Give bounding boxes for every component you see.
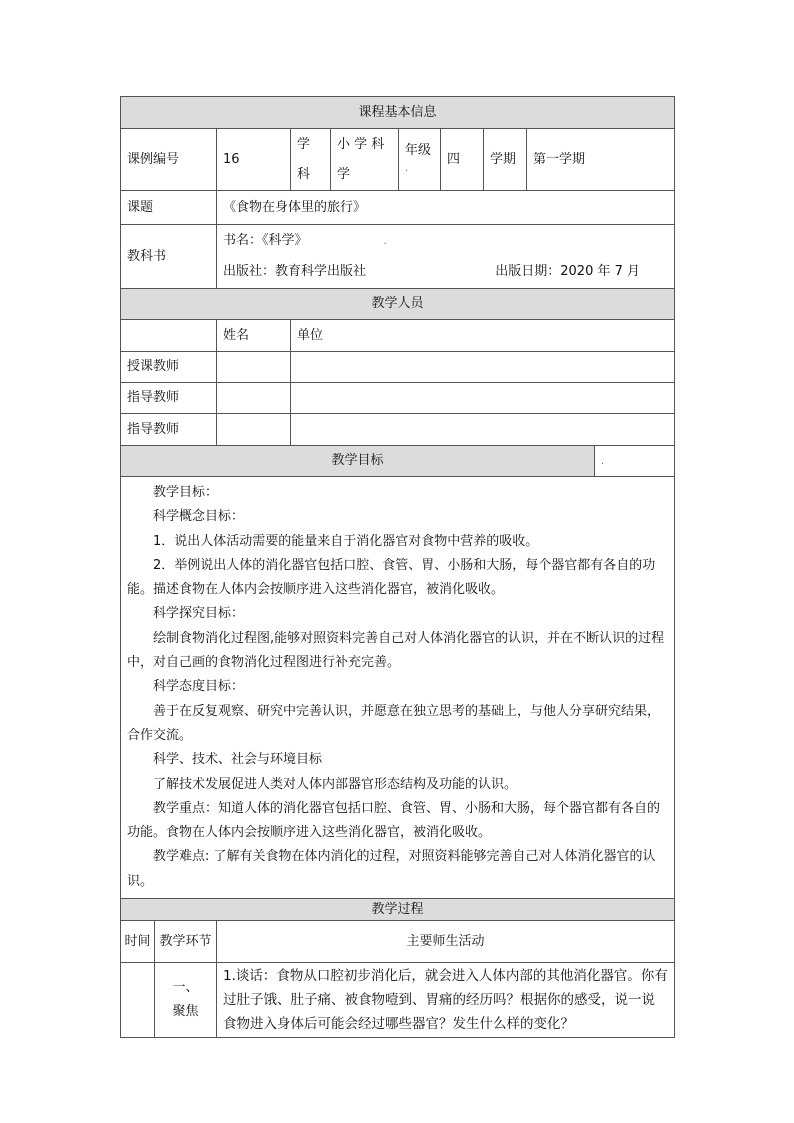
goal-paragraph: 教学重点：知道人体的消化器官包括口腔、食管、胃、小肠和大肠，每个器官都有各自的功能。食物在人体内会按顺序进入这些消化器官，被消化吸收。: [127, 800, 661, 841]
book-name-line: [223, 226, 668, 257]
topic-label: 课题: [121, 191, 217, 225]
process-row-stage: 一、聚焦: [155, 963, 217, 1038]
lesson-plan-table: [120, 96, 674, 1038]
process-col-stage: 教学环节: [155, 921, 217, 963]
publisher: 出版社：教育科学出版社: [223, 264, 367, 279]
subject-value-line-2: 学: [337, 166, 351, 182]
staff-row-unit: [291, 414, 675, 446]
staff-col-unit: 单位: [291, 320, 675, 352]
goals-header-aside: [595, 446, 675, 477]
goal-paragraph: 科学探究目标：: [153, 606, 245, 622]
textbook-info: [217, 225, 675, 289]
goal-paragraph: 2．举例说出人体的消化器官包括口腔、食管、胃、小肠和大肠，每个器官都有各自的功能。描述食物在人体内会按顺序进入这些消化器官，被消化吸收。: [127, 557, 656, 598]
staff-col-name: 姓名: [217, 320, 291, 352]
goal-paragraph: 善于在反复观察、研究中完善认识，并愿意在独立思考的基础上，与他人分享研究结果，合作交流。: [127, 703, 661, 743]
process-col-activity: 主要师生活动: [217, 921, 675, 963]
goal-paragraph: 绘制食物消化过程图,能够对照资料完善自己对人体消化器官的认识，并在不断认识的过程中，对自己画的食物消化过程图进行补充完善。: [127, 630, 665, 671]
goal-paragraph: 教学目标：: [153, 485, 219, 500]
textbook-label: 教科书: [121, 225, 217, 289]
process-col-time: 时间: [121, 921, 155, 963]
staff-corner-cell: [121, 320, 217, 352]
staff-row-name: [217, 383, 291, 414]
publisher-line: [223, 257, 668, 287]
goal-paragraph: 科学态度目标：: [153, 679, 245, 695]
process-row-time: [121, 963, 155, 1038]
term-value: 第一学期: [527, 129, 675, 191]
grade-value: 四: [441, 129, 484, 191]
goals-header: 教学目标: [121, 446, 595, 477]
goal-paragraph: 科学概念目标：: [153, 509, 245, 525]
topic-value: 《食物在身体里的旅行》: [217, 191, 675, 225]
staff-row-unit: [291, 383, 675, 414]
staff-row-unit: [291, 352, 675, 383]
subject-label-line-1: 学: [297, 136, 311, 152]
grade-label: [399, 129, 441, 191]
basic-info-table: [120, 96, 675, 289]
subject-label-line-2: 科: [297, 166, 311, 182]
goal-paragraph: 教学难点: 了解有关食物在体内消化的过程，对照资料能够完善自己对人体消化器官的认识。: [127, 849, 656, 889]
process-header: 教学过程: [121, 899, 675, 921]
staff-table: [120, 288, 675, 446]
pub-date: 出版日期：2020 年 7 月: [495, 264, 641, 279]
staff-row-name: [217, 352, 291, 383]
subject-value-line-1: 小 学 科: [337, 136, 385, 152]
staff-row-label: 指导教师: [121, 414, 217, 446]
grade-label-text: 年级: [405, 142, 432, 158]
goals-table: [120, 445, 675, 899]
process-row-activity: 1.谈话：食物从口腔初步消化后，就会进入人体内部的其他消化器官。你有过肚子饿、肚子痛、被食物噎到、胃痛的经历吗？根据你的感受，说一说食物进入身体后可能会经过哪些器官？发生什么样的变化？: [217, 963, 675, 1038]
goals-body: [121, 477, 675, 899]
staff-row-label: 授课教师: [121, 352, 217, 383]
staff-row-name: [217, 414, 291, 446]
book-name: 书名：《科学》: [223, 233, 308, 248]
goal-paragraph: 1．说出人体活动需要的能量来自于消化器官对食物中营养的吸收。: [153, 533, 539, 549]
goals-dot: .: [601, 455, 605, 467]
goal-paragraph: 科学、技术、社会与环境目标: [153, 752, 323, 768]
term-label: 学期: [484, 129, 527, 191]
course-no-label: 课例编号: [121, 129, 217, 191]
course-no-value: 16: [217, 129, 291, 191]
staff-row-label: 指导教师: [121, 383, 217, 414]
subject-value: [331, 129, 399, 191]
staff-header: 教学人员: [121, 289, 675, 320]
grade-dot: .: [405, 162, 409, 174]
book-dot: .: [383, 236, 387, 247]
basic-info-header: 课程基本信息: [121, 97, 675, 129]
process-table: [120, 898, 675, 1038]
goal-paragraph: 了解技术发展促进人类对人体内部器官形态结构及功能的认识。: [153, 776, 518, 792]
subject-label: [291, 129, 331, 191]
